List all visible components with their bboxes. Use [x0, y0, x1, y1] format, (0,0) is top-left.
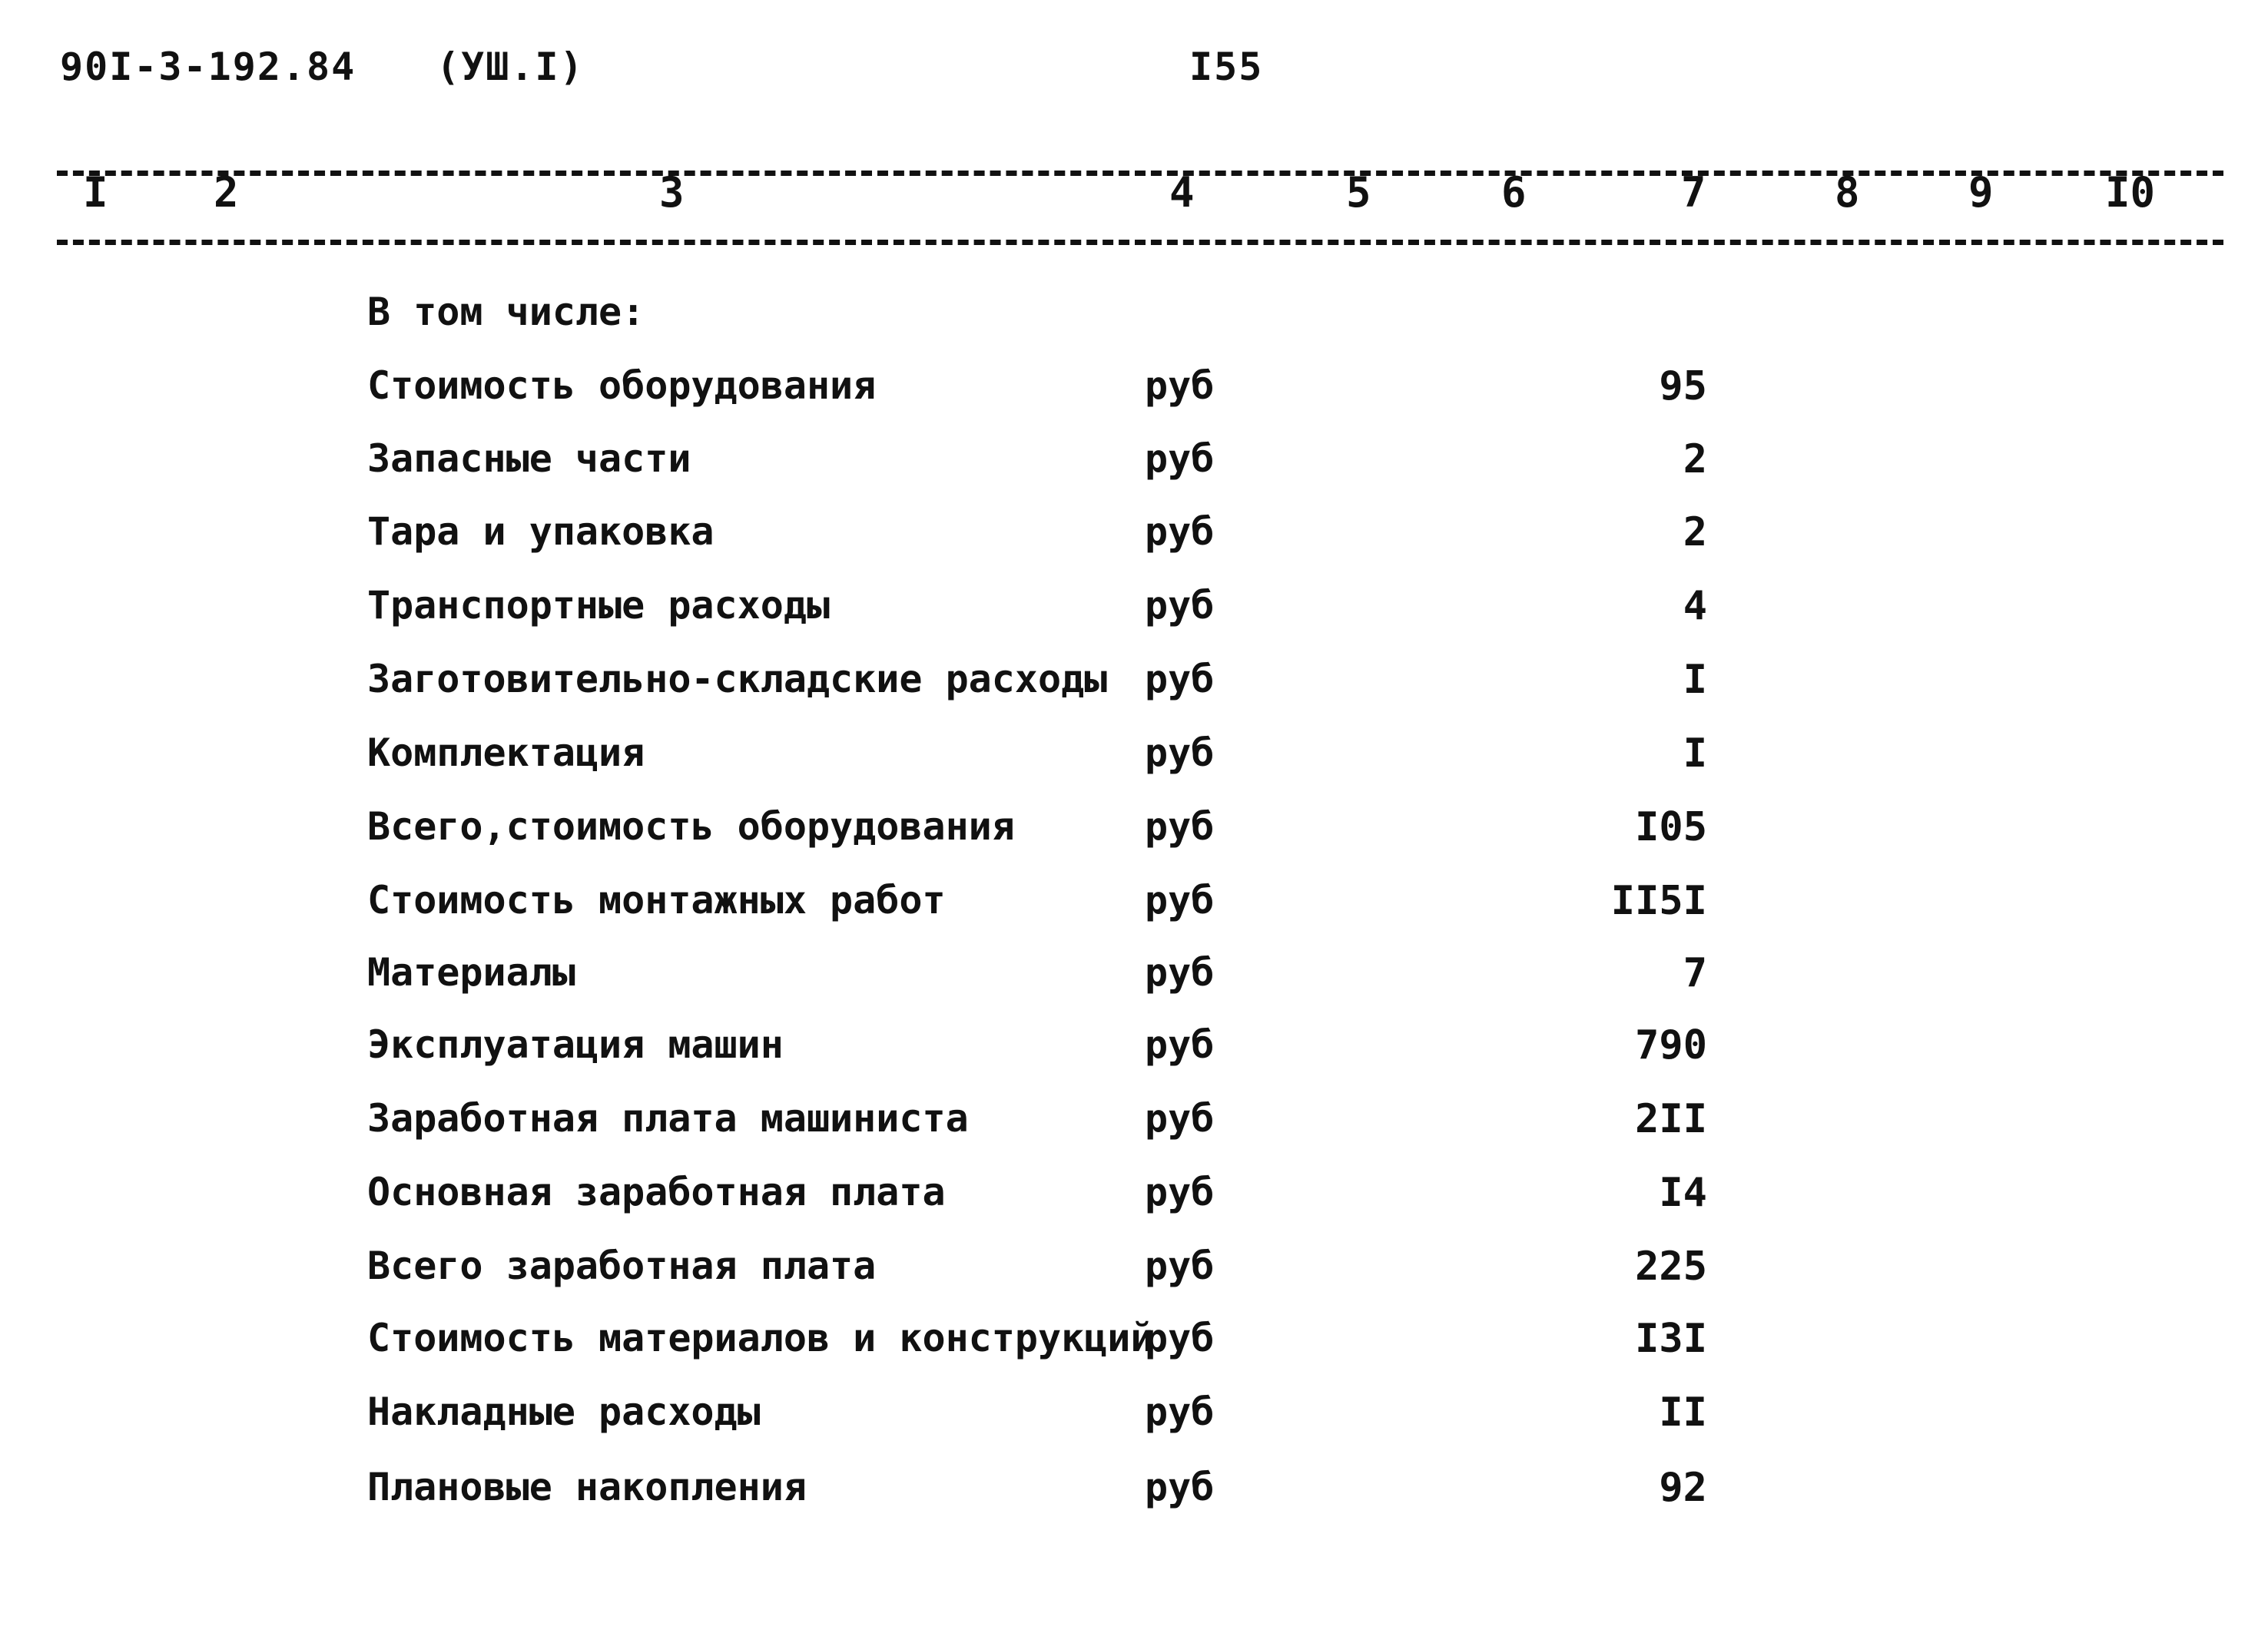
- row-unit: руб: [1145, 363, 1215, 408]
- row-unit: руб: [1145, 1170, 1215, 1214]
- row-value: 2: [1683, 436, 1707, 482]
- column-number-2: 2: [214, 168, 239, 217]
- column-number-3: 3: [659, 168, 685, 217]
- sheet-label: (УШ.I): [436, 45, 585, 89]
- row-unit: руб: [1145, 950, 1215, 995]
- column-number-1: I: [83, 168, 108, 217]
- column-number-10: I0: [2105, 168, 2156, 217]
- row-unit: руб: [1145, 1465, 1215, 1509]
- row-value: II5I: [1610, 878, 1707, 924]
- column-number-4: 4: [1169, 168, 1195, 217]
- row-unit: руб: [1145, 804, 1215, 849]
- row-value: I05: [1635, 804, 1707, 850]
- column-header-top-rule: [57, 171, 2223, 176]
- row-unit: руб: [1145, 1244, 1215, 1288]
- row-value: 790: [1635, 1022, 1707, 1068]
- row-value: I3I: [1635, 1316, 1707, 1362]
- row-unit: руб: [1145, 1390, 1215, 1434]
- table-row: [0, 508, 2268, 579]
- row-unit: руб: [1145, 657, 1215, 701]
- column-header-bottom-rule: [57, 240, 2223, 245]
- row-name: Эксплуатация машин: [367, 1022, 784, 1067]
- table-row: [0, 363, 2268, 433]
- row-unit: руб: [1145, 1316, 1215, 1360]
- row-unit: руб: [1145, 1022, 1215, 1067]
- row-unit: руб: [1145, 1096, 1215, 1141]
- row-name: Тара и упаковка: [367, 509, 715, 554]
- row-value: 225: [1635, 1244, 1707, 1290]
- row-name: Заготовительно-складские расходы: [367, 657, 1108, 701]
- row-name: Стоимость монтажных работ: [367, 878, 946, 922]
- row-value: 92: [1659, 1465, 1707, 1511]
- table-row: [0, 656, 2268, 727]
- row-name: Материалы: [367, 950, 575, 995]
- row-name: Стоимость материалов и конструкций: [367, 1316, 1154, 1360]
- table-row: [0, 1464, 2268, 1535]
- row-unit: руб: [1145, 878, 1215, 922]
- page-number: I55: [1189, 45, 1264, 89]
- table-row: [0, 1169, 2268, 1240]
- table-row: [0, 949, 2268, 1020]
- column-number-7: 7: [1681, 168, 1706, 217]
- row-name: Транспортные расходы: [367, 583, 831, 628]
- row-unit: руб: [1145, 583, 1215, 628]
- table-row: [0, 877, 2268, 948]
- row-value: 2II: [1635, 1096, 1707, 1142]
- row-name: Основная заработная плата: [367, 1170, 946, 1214]
- row-value: 95: [1659, 363, 1707, 409]
- row-name: Всего,стоимость оборудования: [367, 804, 1015, 849]
- section-title-row: [0, 289, 2268, 359]
- table-row: [0, 582, 2268, 653]
- row-unit: руб: [1145, 436, 1215, 481]
- row-value: I: [1683, 730, 1707, 777]
- table-row: [0, 1022, 2268, 1092]
- row-value: I4: [1659, 1170, 1707, 1216]
- table-row: [0, 1095, 2268, 1166]
- row-name: Комплектация: [367, 730, 645, 775]
- row-name: Всего заработная плата: [367, 1244, 877, 1288]
- row-value: 2: [1683, 509, 1707, 555]
- table-row: [0, 1315, 2268, 1386]
- row-name: Заработная плата машиниста: [367, 1096, 969, 1141]
- column-number-9: 9: [1968, 168, 1994, 217]
- row-unit: руб: [1145, 509, 1215, 554]
- table-row: [0, 436, 2268, 506]
- table-row: [0, 1243, 2268, 1313]
- row-unit: руб: [1145, 730, 1215, 775]
- section-title: В том числе:: [367, 290, 645, 334]
- document-code: 90I-3-192.84: [60, 45, 356, 89]
- row-value: 7: [1683, 950, 1707, 996]
- row-value: I: [1683, 657, 1707, 703]
- row-value: 4: [1683, 583, 1707, 629]
- table-row: [0, 803, 2268, 874]
- table-row: [0, 730, 2268, 800]
- column-number-5: 5: [1346, 168, 1371, 217]
- column-number-6: 6: [1501, 168, 1527, 217]
- row-name: Стоимость оборудования: [367, 363, 877, 408]
- row-name: Запасные части: [367, 436, 691, 481]
- row-value: II: [1659, 1390, 1707, 1436]
- row-name: Накладные расходы: [367, 1390, 761, 1434]
- row-name: Плановые накопления: [367, 1465, 807, 1509]
- table-row: [0, 1389, 2268, 1459]
- column-number-8: 8: [1835, 168, 1860, 217]
